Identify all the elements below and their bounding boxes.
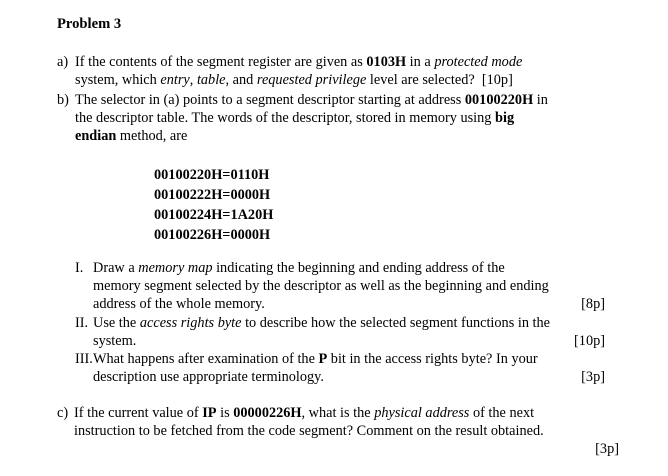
text-run: What happens after examination of the <box>93 351 319 367</box>
question-a-text <box>75 53 620 89</box>
subquestion-2-number: II. <box>75 315 89 331</box>
text-run: The selector in (a) points to a segment descriptor starting at address <box>75 92 465 108</box>
ip-value: 00000226H <box>233 405 302 421</box>
subquestion-1-line-3 <box>93 295 605 313</box>
subquestion-1-text <box>93 259 605 313</box>
text-run-bold: big <box>495 110 515 126</box>
points-label: [3p] <box>595 441 619 457</box>
subquestion-3-line-1 <box>93 350 605 368</box>
text-run: in <box>533 92 548 108</box>
question-c-line-1 <box>74 404 619 422</box>
descriptor-address: 00100220H <box>464 92 534 108</box>
question-c-line-3 <box>74 440 619 458</box>
subquestion-1-line-2: memory segment selected by the descriptor as well as the beginning and ending <box>93 278 549 294</box>
text-run: , and <box>225 72 257 88</box>
memory-word: 00100224H=1A20H <box>154 207 274 223</box>
points-label: [10p] <box>574 333 605 349</box>
text-run: If the current value of <box>74 405 203 421</box>
memory-word: 00100222H=0000H <box>154 187 271 203</box>
points-label: [3p] <box>581 369 605 385</box>
text-run-italic: table <box>196 72 226 88</box>
text-run: , <box>189 72 197 88</box>
question-b-line-1 <box>75 91 620 109</box>
text-run-italic: physical address <box>374 405 470 421</box>
text-run-italic: entry <box>160 72 190 88</box>
subquestion-2-line-2 <box>93 332 605 350</box>
question-a-label: a) <box>57 54 69 70</box>
memory-word: 00100226H=0000H <box>154 227 271 243</box>
subquestion-1-number: I. <box>75 260 84 276</box>
text-run: Use the <box>93 315 140 331</box>
text-run: Draw a <box>93 260 139 276</box>
text-run: is <box>216 405 234 421</box>
problem-title: Problem 3 <box>57 16 122 32</box>
subquestion-1-line-1 <box>93 259 605 277</box>
points-label: [8p] <box>581 296 605 312</box>
text-run: indicating the beginning and ending address of the <box>212 260 505 276</box>
points-label: [10p] <box>481 72 513 88</box>
text-run: in a <box>406 54 435 70</box>
text-run: , what is the <box>301 405 375 421</box>
question-b-text <box>75 91 620 145</box>
question-b-label: b) <box>57 92 69 108</box>
text-run-italic: memory map <box>138 260 213 276</box>
text-run: address of the whole memory. <box>93 296 265 312</box>
question-b-line-2 <box>75 109 620 127</box>
text-run: to describe how the selected segment functions in the <box>241 315 551 331</box>
question-a-line-1 <box>75 53 620 71</box>
text-run: system. <box>93 333 137 349</box>
text-run-bold: IP <box>202 405 217 421</box>
text-run: If the contents of the segment register are given as <box>75 54 367 70</box>
segment-register-value: 0103H <box>366 54 407 70</box>
text-run: the descriptor table. The words of the descriptor, stored in memory using <box>75 110 496 126</box>
memory-word: 00100220H=0110H <box>154 167 270 183</box>
text-run: of the next <box>469 405 535 421</box>
subquestion-3-number: III. <box>75 351 93 367</box>
question-c-label: c) <box>57 405 69 421</box>
question-b-line-3 <box>75 127 620 145</box>
subquestion-3-text <box>93 350 605 386</box>
question-a-line-2 <box>75 71 620 89</box>
text-run: description use appropriate terminology. <box>93 369 324 385</box>
text-run: method, are <box>116 128 188 144</box>
text-run-italic: requested privilege <box>256 72 367 88</box>
text-run-bold: P <box>318 351 328 367</box>
question-c-line-2: instruction to be fetched from the code segment? Comment on the result obtained. <box>74 423 544 439</box>
subquestion-2-line-1 <box>93 314 605 332</box>
subquestion-3-line-2 <box>93 368 605 386</box>
question-c-text <box>74 404 619 458</box>
subquestion-2-text <box>93 314 605 350</box>
descriptor-memory-words <box>154 165 273 245</box>
text-run-italic: access rights byte <box>139 315 242 331</box>
text-run-bold: endian <box>75 128 117 144</box>
text-run: system, which <box>75 72 161 88</box>
text-run-italic: protected mode <box>434 54 523 70</box>
text-run: bit in the access rights byte? In your <box>327 351 538 367</box>
text-run: level are selected? <box>366 72 475 88</box>
